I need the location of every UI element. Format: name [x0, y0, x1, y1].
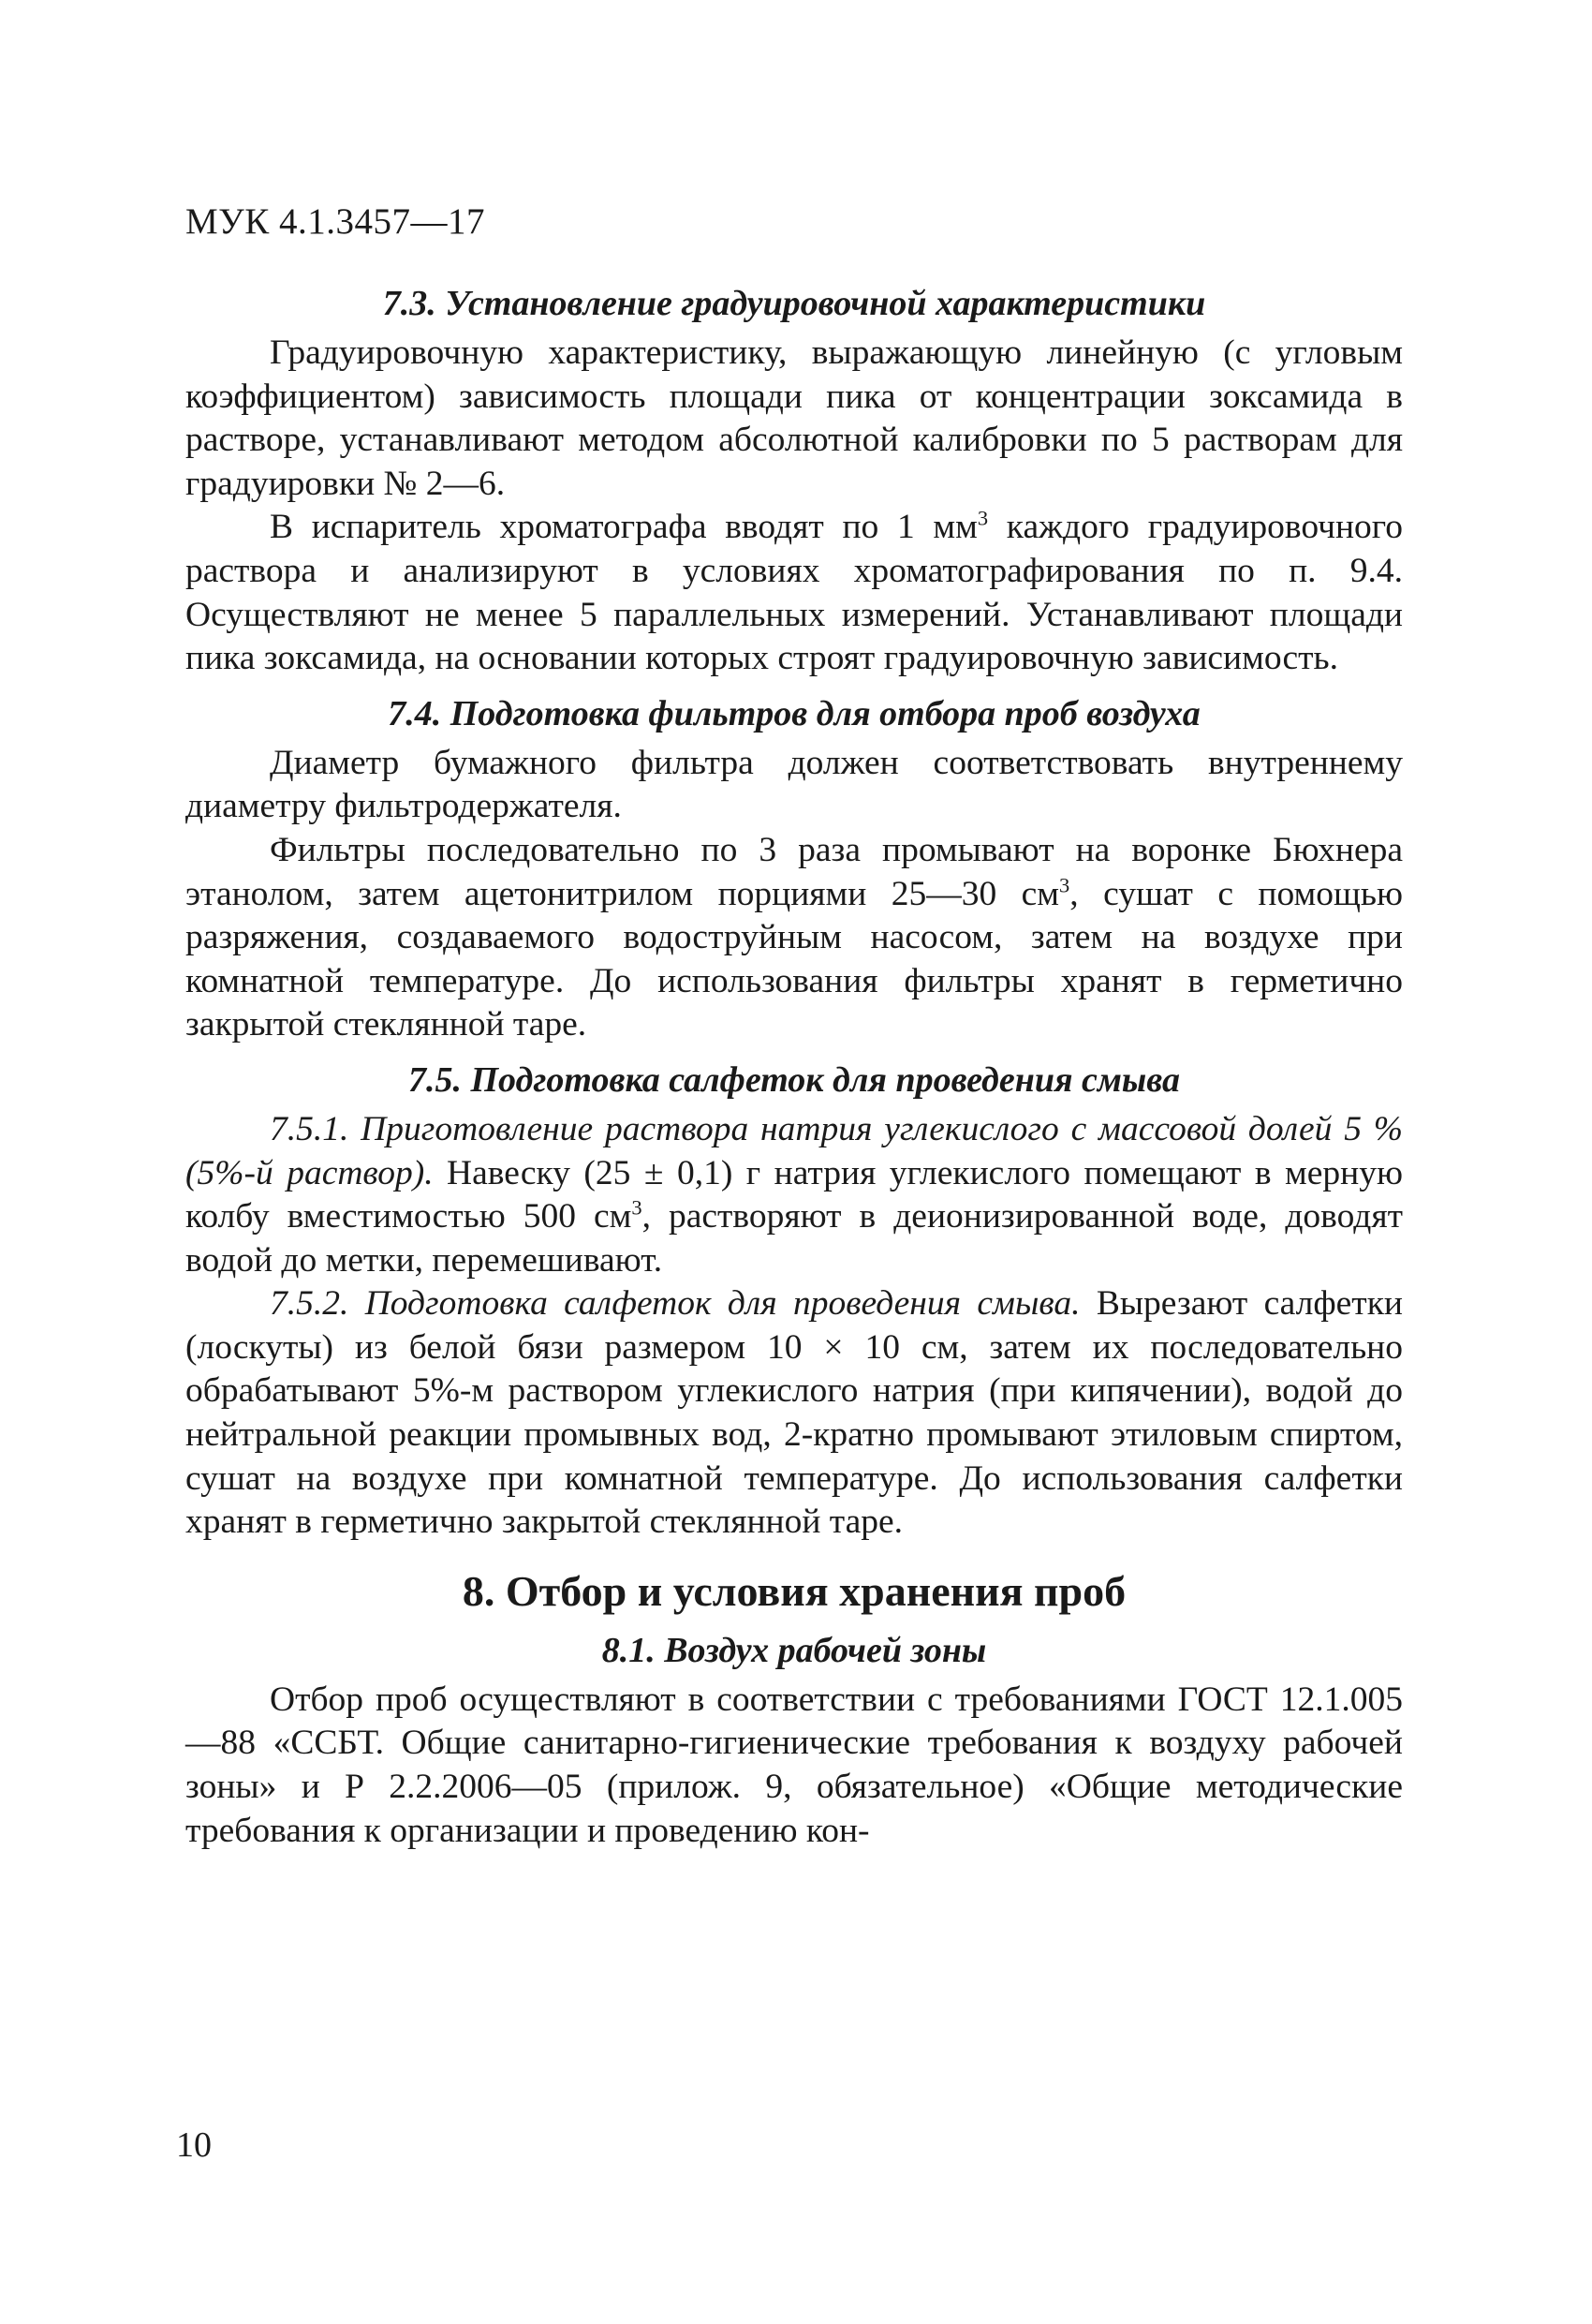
page-number: 10	[176, 2125, 212, 2165]
section-7-5-2-paragraph	[185, 1282, 1403, 1545]
section-7-3-heading: 7.3. Установление градуировочной характеристики	[382, 284, 1206, 323]
section-7-4-paragraph-1: Диаметр бумажного фильтра должен соответствовать внутреннему диаметру фильтродержателя.	[185, 743, 1403, 826]
section-7-5-1-paragraph	[185, 1108, 1403, 1282]
section-8-heading: 8. Отбор и условия хранения проб	[462, 1566, 1127, 1615]
text-span: В испаритель хроматографа вводят по 1 мм	[270, 508, 978, 547]
superscript: 3	[1059, 873, 1070, 897]
text-span: , сушат с помощью разряжения, создаваемого водоструйным насосом, затем на воздухе при комнатной температуре. До использования фильтры хранят в герметично закрытой стеклянной таре.	[185, 874, 1404, 1044]
subsection-title: 7.5.2. Подготовка салфеток для проведения смыва.	[270, 1284, 1081, 1324]
text-span: Фильтры последовательно по 3 раза промывают на воронке Бюхнера этанолом, затем ацетонитрилом порциями 25—30 см	[185, 830, 1403, 913]
text-span: , растворяют в деионизированной воде, доводят водой до метки, перемешивают.	[185, 1197, 1403, 1280]
section-7-4-paragraph-2	[185, 829, 1403, 1047]
subsection-title: 7.5.1. Приготовление раствора натрия углекислого с массовой долей 5 % (5%-й раствор).	[185, 1109, 1403, 1192]
document-code: МУК 4.1.3457—17	[185, 201, 486, 242]
section-7-3-paragraph-1: Градуировочную характеристику, выражающую линейную (с угловым коэффициентом) зависимость площади пика от концентрации зоксамида в растворе, устанавливают методом абсолютной калибровки по 5 растворам для градуировки № 2—6.	[185, 333, 1403, 503]
section-8-1-paragraph: Отбор проб осуществляют в соответствии с требованиями ГОСТ 12.1.005—88 «ССБТ. Общие санитарно-гигиенические требования к воздуху рабочей зоны» и Р 2.2.2006—05 (прилож. 9, обязательное) «Общие методические требования к организации и проведению кон-	[185, 1680, 1403, 1850]
section-8-1-heading: 8.1. Воздух рабочей зоны	[601, 1630, 987, 1670]
page-content	[185, 281, 1403, 1853]
superscript: 3	[631, 1195, 642, 1220]
section-7-3-paragraph-2	[185, 506, 1403, 680]
text-span: каждого градуировочного раствора и анализируют в условиях хроматографирования по п. 9.4. Осуществляют не менее 5 параллельных измерений. Устанавливают площади пика зоксамида, на основании которых строят градуировочную зависимость.	[185, 508, 1403, 678]
text-span: Вырезают салфетки (лоскуты) из белой бязи размером 10 × 10 см, затем их последовательно обрабатывают 5%-м раствором углекислого натрия (при кипячении), водой до нейтральной реакции промывных вод, 2-кратно промывают этиловым спиртом, сушат на воздухе при комнатной температуре. До использования салфетки хранят в герметично закрытой стеклянной таре.	[185, 1284, 1403, 1542]
superscript: 3	[977, 506, 989, 530]
section-7-4-heading: 7.4. Подготовка фильтров для отбора проб воздуха	[388, 693, 1201, 733]
text-span: Навеску (25 ± 0,1) г натрия углекислого помещают в мерную колбу вместимостью 500 см	[185, 1153, 1403, 1236]
section-7-5-heading: 7.5. Подготовка салфеток для проведения смыва	[407, 1059, 1181, 1100]
